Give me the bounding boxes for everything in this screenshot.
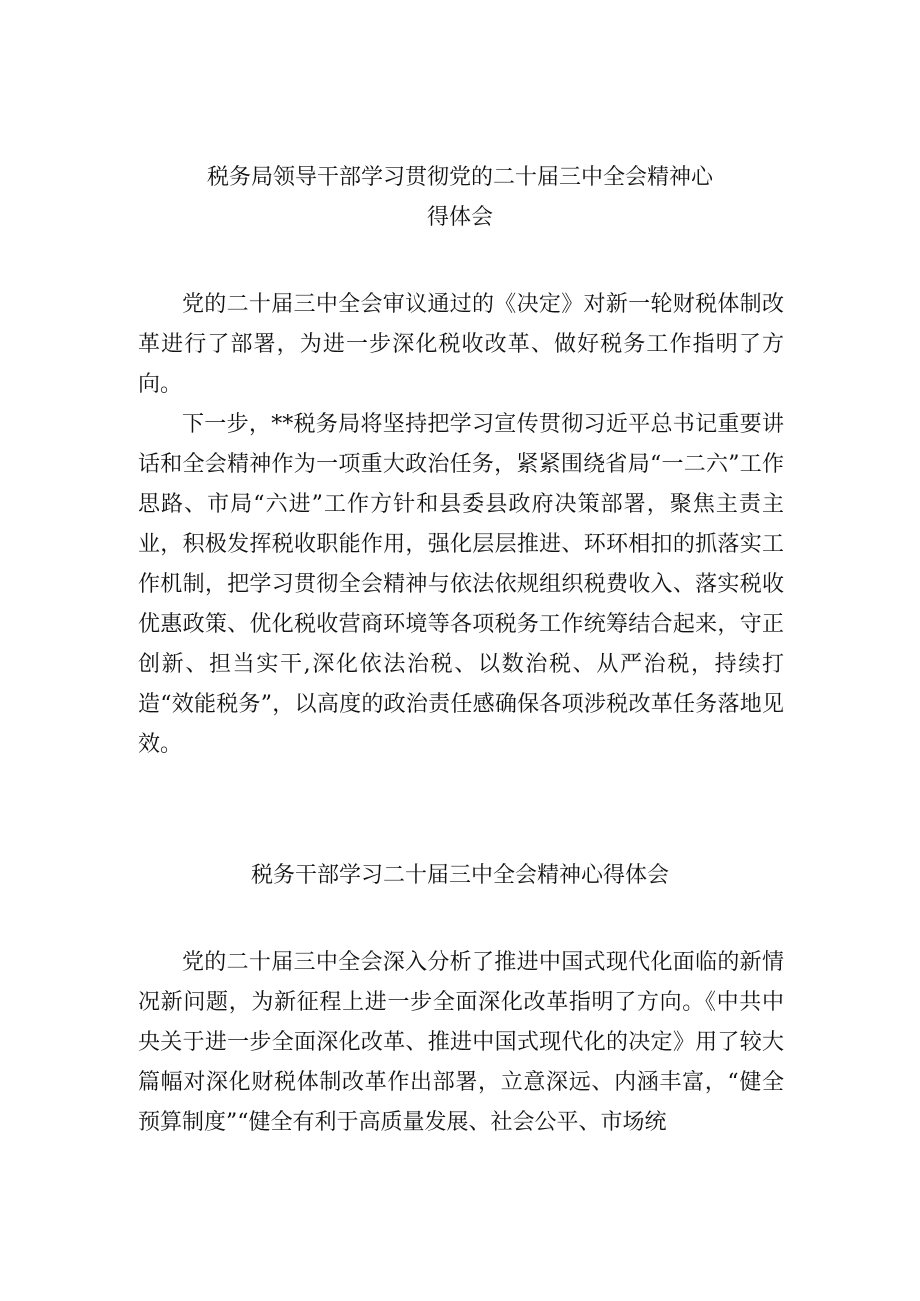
article1-title-line2: 得体会	[426, 205, 493, 230]
article2-body	[138, 943, 784, 1143]
article1-paragraph-2: 下一步，**税务局将坚持把学习宣传贯彻习近平总书记重要讲话和全会精神作为一项重大政治任务，紧紧围绕省局“一二六”工作思路、市局“六进”工作方针和县委县政府决策部署，聚焦主责主业，积极发挥税收职能作用，强化层层推进、环环相扣的抓落实工作机制，把学习贯彻全会精神与依法依规组织税费收入、落实税收优惠政策、优化税收营商环境等各项税务工作统筹结合起来，守正创新、担当实干,深化依法治税、以数治税、从严治税，持续打造“效能税务”，以高度的政治责任感确保各项涉税改革任务落地见效。	[138, 412, 784, 757]
article1-title-line1: 税务局领导干部学习贯彻党的二十届三中全会精神心	[206, 165, 713, 190]
article2-paragraph-1: 党的二十届三中全会深入分析了推进中国式现代化面临的新情况新问题，为新征程上进一步全面深化改革指明了方向。《中共中央关于进一步全面深化改革、推进中国式现代化的决定》用了较大篇幅对深化财税体制改革作出部署，立意深远、内涵丰富，“健全预算制度”“健全有利于高质量发展、社会公平、市场统	[138, 950, 784, 1135]
article1-paragraph-1: 党的二十届三中全会审议通过的《决定》对新一轮财税体制改革进行了部署，为进一步深化税收改革、做好税务工作指明了方向。	[138, 292, 784, 397]
article1-body	[138, 285, 784, 765]
article2-title: 税务干部学习二十届三中全会精神心得体会	[250, 863, 669, 888]
article1-title	[0, 158, 920, 238]
